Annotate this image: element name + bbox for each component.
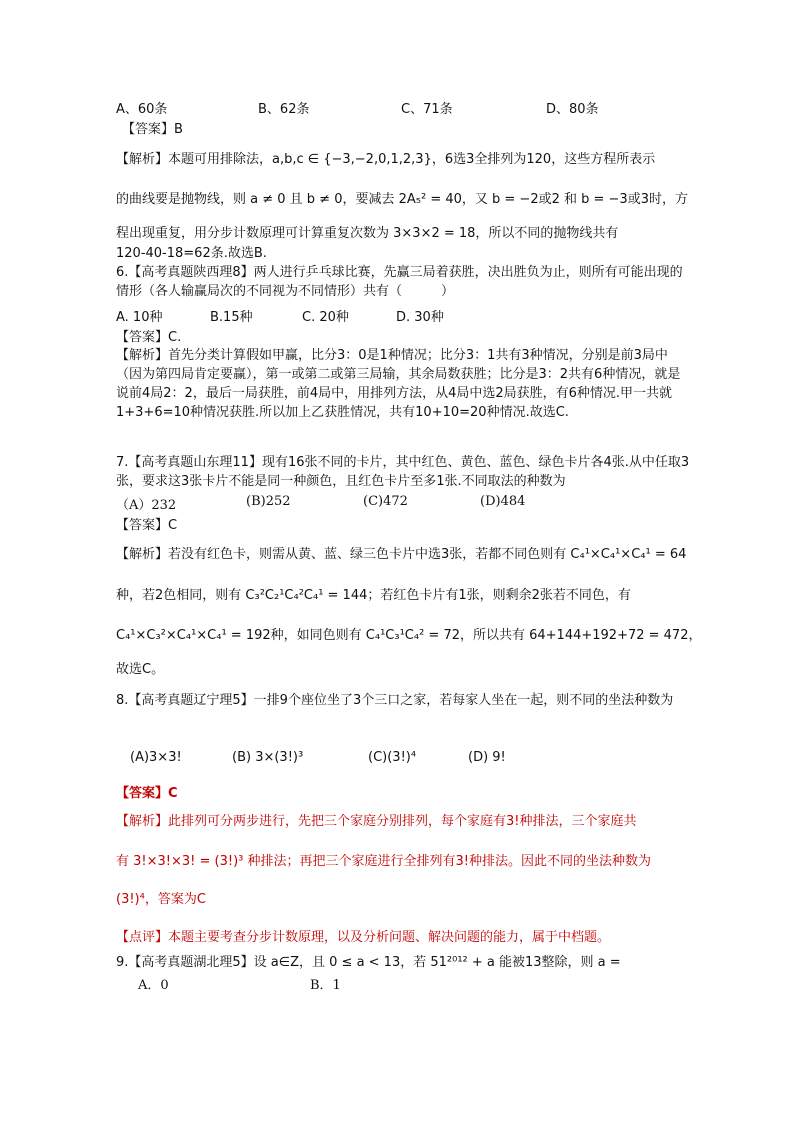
q5-analysis-line-1: 【解析】本题可用排除法，a,b,c ∈ {−3,−2,0,1,2,3}，6选3全排列为120，这些方程所表示 [116, 152, 656, 167]
q8-option-c: (C)(3!)⁴ [368, 750, 417, 765]
q5-option-a: A、60条 [116, 102, 168, 117]
q7-option-d: (D)484 [480, 494, 526, 509]
q7-analysis-line-3: C₄¹×C₃²×C₄¹×C₄¹ = 192种，如同色则有 C₄¹C₃¹C₄² = 72，所以共有 64+144+192+72 = 472， [116, 628, 702, 643]
q7-option-c: (C)472 [363, 494, 408, 509]
q6-option-d: D. 30种 [396, 310, 444, 325]
q8-analysis-line-2: 有 3!×3!×3! = (3!)³ 种排法；再把三个家庭进行全排列有3!种排法。因此不同的坐法种数为 [116, 854, 651, 869]
q5-analysis-line-4: 120-40-18=62条.故选B. [116, 246, 267, 261]
q5-options [116, 98, 691, 118]
q6-title: 6.【高考真题陕西理8】两人进行乒乓球比赛，先赢三局着获胜，决出胜负为止，则所有可能出现的情形（各人输赢局次的不同视为不同情形）共有（ ） [116, 265, 683, 299]
q9-option-a: A．0 [138, 978, 169, 993]
q5-analysis-line-2: 的曲线要是抛物线，则 a ≠ 0 且 b ≠ 0，要减去 2A₅² = 40，又 b = −2或2 和 b = −3或3时，方 [116, 192, 688, 207]
q7-option-a: （A）232 [116, 498, 177, 513]
q8-answer: 【答案】C [116, 786, 178, 801]
q7-analysis-line-4: 故选C。 [116, 662, 165, 677]
q5-answer: 【答案】B [122, 122, 183, 137]
q7-analysis-line-1: 【解析】若没有红色卡，则需从黄、蓝、绿三色卡片中选3张，若都不同色则有 C₄¹×C₄¹×C₄¹ = 64 [116, 547, 687, 562]
q7-options [116, 494, 691, 514]
q8-option-d: (D) 9! [468, 750, 506, 765]
q8-options [130, 750, 690, 770]
q6-option-c: C. 20种 [302, 310, 349, 325]
q5-analysis-line-3: 程出现重复，用分步计数原理可计算重复次数为 3×3×2 = 18，所以不同的抛物线共有 [116, 226, 619, 241]
q8-analysis-line-1: 【解析】此排列可分两步进行，先把三个家庭分别排列，每个家庭有3!种排法，三个家庭共 [116, 814, 637, 829]
q9-options [138, 974, 678, 994]
q8-option-a: (A)3×3! [130, 750, 182, 765]
q7-option-b: (B)252 [246, 494, 291, 509]
q7-analysis-line-2: 种，若2色相同，则有 C₃²C₂¹C₄²C₄¹ = 144；若红色卡片有1张，则剩余2张若不同色，有 [116, 588, 631, 603]
q6-options [116, 306, 691, 326]
q9-title: 9.【高考真题湖北理5】设 a∈Z，且 0 ≤ a < 13，若 51²⁰¹² + a 能被13整除，则 a = [116, 955, 621, 970]
q5-option-c: C、71条 [401, 102, 453, 117]
q8-option-b: (B) 3×(3!)³ [232, 750, 304, 765]
q7-title: 7.【高考真题山东理11】现有16张不同的卡片，其中红色、黄色、蓝色、绿色卡片各4张.从中任取3张，要求这3张卡片不能是同一种颜色，且红色卡片至多1张.不同取法的种数为 [116, 455, 690, 489]
q6-analysis: 【解析】首先分类计算假如甲赢，比分3：0是1种情况；比分3：1共有3种情况，分别是前3局中（因为第四局肯定要赢），第一或第二或第三局输，其余局数获胜；比分是3：2共有6种情况，就是说前4局2：2，最后一局获胜，前4局中，用排列方法，从4局中选2局获胜，有6种情况.甲一共就1+3+6=10种情况获胜.所以加上乙获胜情况，共有10+10=20种情况.故选C. [116, 348, 681, 420]
q5-option-b: B、62条 [258, 102, 310, 117]
q8-title: 8.【高考真题辽宁理5】一排9个座位坐了3个三口之家，若每家人坐在一起，则不同的坐法种数为 [116, 693, 674, 708]
q8-analysis-line-3: (3!)⁴，答案为C [116, 892, 206, 907]
q8-comment: 【点评】本题主要考查分步计数原理，以及分析问题、解决问题的能力，属于中档题。 [116, 930, 611, 945]
q5-option-d: D、80条 [546, 102, 599, 117]
q6-answer: 【答案】C. [116, 330, 182, 345]
q6-option-b: B.15种 [210, 310, 253, 325]
q6-option-a: A. 10种 [116, 310, 163, 325]
q9-option-b: B．1 [310, 978, 341, 993]
q7-answer: 【答案】C [116, 518, 178, 533]
